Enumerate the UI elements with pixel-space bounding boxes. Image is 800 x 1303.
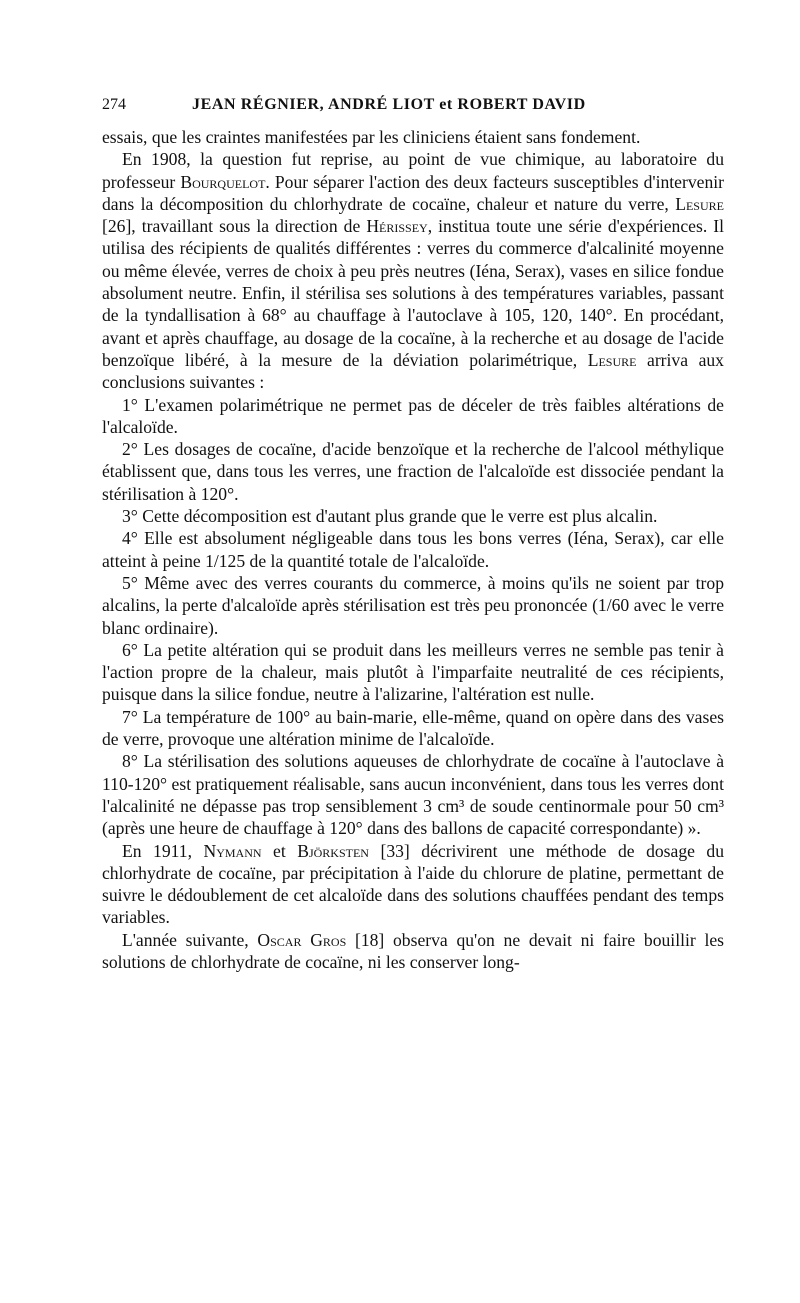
paragraph [102, 527, 724, 572]
author-name: Björksten [297, 840, 369, 861]
author-name: Bourquelot [180, 171, 266, 192]
text-run: [33] décrivirent une méthode de dosage du chlorhydrate de cocaïne, par précipitation à l'aide du chlorure de platine, permettant de suivre le dédoublement de cet alcaloïde dans des solutions chauffées pendant des temps variables. [102, 840, 725, 928]
text-run: 1° L'examen polarimétrique ne permet pas de déceler de très faibles altérations de l'alcaloïde. [102, 394, 724, 437]
text-run: 3° Cette décomposition est d'autant plus grande que le verre est plus alcalin. [122, 506, 658, 527]
text-run: 7° La température de 100° au bain-marie, elle-même, quand on opère dans des vases de verre, provoque une altération minime de l'alcaloïde. [102, 706, 724, 750]
text-run: 5° Même avec des verres courants du commerce, à moins qu'ils ne soient par trop alcalins, la perte d'alcaloïde après stérilisation est très peu prononcée (1/60 avec le verre blanc ordinaire). [102, 572, 724, 638]
paragraph [102, 929, 724, 974]
text-run: [26], travaillant sous la direction de [102, 216, 367, 237]
text-run: arriva aux conclusions suivantes : [102, 349, 724, 393]
text-run: [18] observa qu'on ne devait ni faire bouillir les solutions de chlorhydrate de cocaïne, ni les conserver long- [102, 929, 724, 972]
paragraph [102, 750, 724, 839]
text-run: 6° La petite altération qui se produit dans les meilleurs verres ne semble pas tenir à l'action propre de la chaleur, mais plutôt à l'imparfaite neutralité de ces récipients, puisque dans la silice fondue, neutre à l'alizarine, l'altération est nulle. [102, 639, 724, 705]
book-page [102, 96, 724, 973]
text-run: En 1908, la question fut reprise, au point de vue chimique, au laboratoire du professeur [102, 149, 724, 192]
text-run: L'année suivante, [122, 929, 258, 950]
paragraph [102, 394, 724, 439]
body-text [102, 126, 724, 973]
paragraph [102, 438, 724, 505]
text-run: et [261, 840, 298, 861]
text-run: 2° Les dosages de cocaïne, d'acide benzoïque et la recherche de l'alcool méthylique établissent que, dans tous les verres, une fraction de l'alcaloïde est dissociée pendant la stérilisation à 120°. [102, 439, 724, 504]
paragraph [102, 126, 724, 148]
paragraph [102, 639, 724, 706]
text-run: essais, que les craintes manifestées par les cliniciens étaient sans fondement. [102, 127, 641, 147]
page-number: 274 [102, 96, 126, 113]
text-run: 4° Elle est absolument négligeable dans tous les bons verres (Iéna, Serax), car elle atteint à peine 1/125 de la quantité totale de l'alcaloïde. [102, 528, 724, 571]
text-run: . Pour séparer l'action des deux facteurs susceptibles d'intervenir dans la décomposition du chlorhydrate de cocaïne, chaleur et nature du verre, [102, 171, 724, 214]
paragraph [102, 148, 724, 393]
author-name: Nymann [203, 840, 262, 861]
running-title: JEAN RÉGNIER, ANDRÉ LIOT et ROBERT DAVID [192, 96, 586, 113]
text-run: , institua toute une série d'expériences. Il utilisa des récipients de qualités différentes : verres du commerce d'alcalinité moyenne ou même élevée, verres de choix à peu près neutres (Iéna, Serax), vases en silice fondue absolument neutre. Enfin, il stérilisa ses solutions à des températures variables, passant de la tyndallisation à 68° au chauffage à l'autoclave à 105, 120, 140°. En procédant, avant et après chauffage, au dosage de la cocaïne, à la recherche et au dosage de l'acide benzoïque libéré, à la mesure de la déviation polarimétrique, [102, 216, 724, 370]
author-name: Lesure [675, 193, 724, 214]
paragraph [102, 572, 724, 639]
author-name: Lesure [587, 349, 637, 370]
text-run: 8° La stérilisation des solutions aqueuses de chlorhydrate de cocaïne à l'autoclave à 110-120° est pratiquement réalisable, sans aucun inconvénient, dans tous les verres dont l'alcalinité ne dépasse pas trop sensiblement 3 cm³ de soude centinormale pour 50 cm³ (après une heure de chauffage à 120° dans des ballons de capacité correspondante) ». [102, 751, 724, 839]
text-run: En 1911, [122, 840, 204, 861]
paragraph [102, 706, 724, 751]
author-name: Oscar Gros [257, 929, 347, 950]
paragraph [102, 840, 724, 929]
running-header [102, 96, 724, 122]
author-name: Hérissey [366, 216, 428, 237]
paragraph [102, 505, 724, 527]
